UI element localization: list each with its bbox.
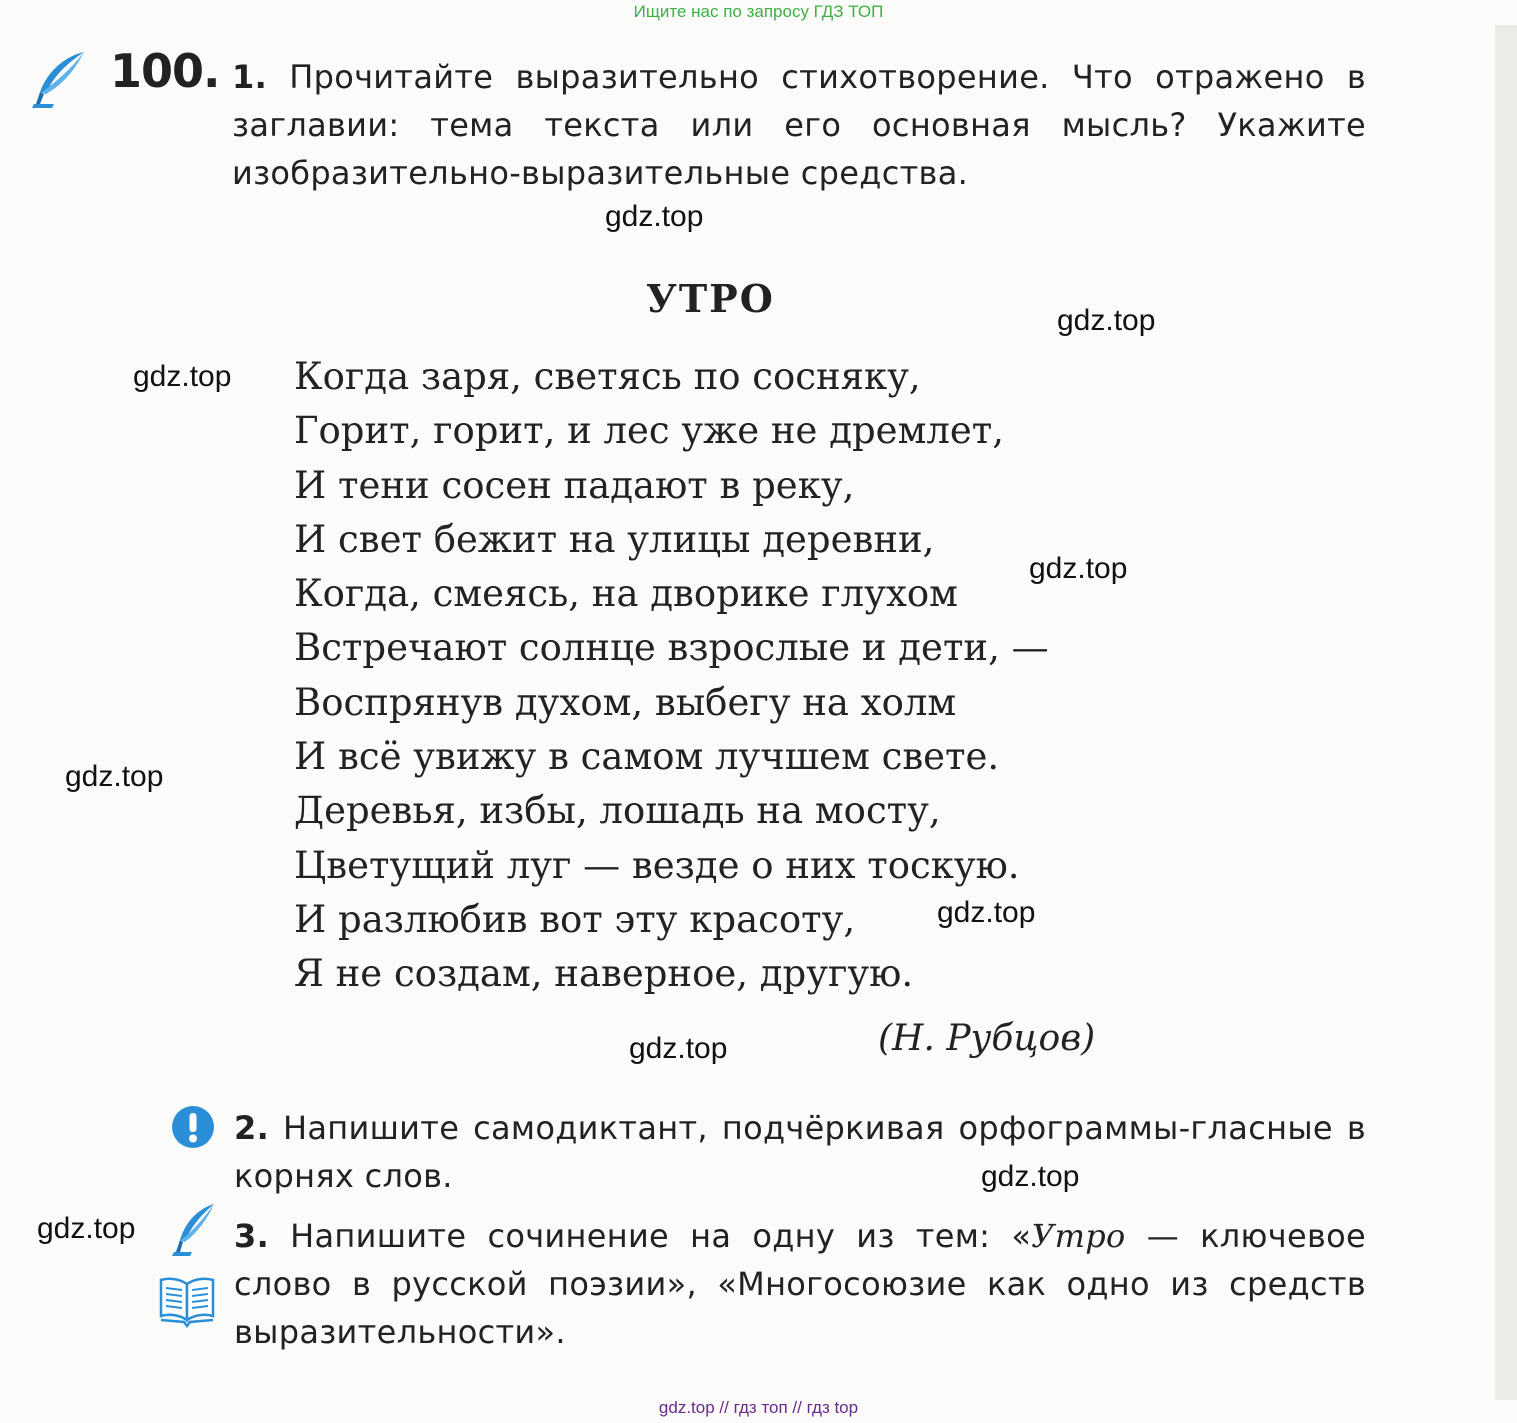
task-1-text: Прочитайте выразительно стихотворение. Что отражено в заглавии: тема текста или его основная мысль? Укажите изобразительно-выразительные средства.	[232, 58, 1366, 192]
task-2-text: Напишите самодиктант, подчёркивая орфограммы-гласные в корнях слов.	[234, 1109, 1366, 1195]
watermark: gdz.top	[133, 360, 232, 393]
watermark: gdz.top	[1057, 304, 1156, 337]
watermark: gdz.top	[65, 760, 164, 793]
watermark: gdz.top	[37, 1212, 136, 1245]
task-3-text-before: Напишите сочинение на одну из тем: «	[290, 1217, 1032, 1255]
poem-title: УТРО	[646, 276, 775, 321]
poem-line: Когда, смеясь, на дворике глухом	[294, 572, 958, 616]
task-3-number: 3.	[234, 1217, 270, 1255]
task-3	[234, 1212, 1366, 1356]
poem-line: Деревья, избы, лошадь на мосту,	[294, 789, 941, 833]
watermark: gdz.top	[629, 1032, 728, 1065]
poem-line: Когда заря, светясь по сосняку,	[294, 355, 921, 398]
poem-line: И всё увижу в самом лучшем свете.	[294, 735, 1000, 779]
poem-line: И свет бежит на улицы деревни,	[294, 517, 935, 561]
task-1-number: 1.	[232, 58, 268, 96]
poem-line: Цветущий луг — везде о них тоскую.	[294, 843, 1020, 887]
poem-line: Горит, горит, и лес уже не дремлет,	[294, 409, 1004, 453]
exclamation-icon	[171, 1105, 215, 1149]
poem-author: (Н. Рубцов)	[878, 1018, 1096, 1059]
poem-line: Я не создам, наверное, другую.	[294, 952, 914, 996]
poem	[294, 350, 1049, 1002]
top-banner[interactable]: Ищите нас по запросу ГДЗ ТОП	[633, 2, 884, 21]
poem-line: И разлюбив вот эту красоту,	[294, 897, 856, 941]
quill-pen-icon	[168, 1202, 218, 1260]
task-1	[232, 53, 1366, 197]
bottom-banner[interactable]: gdz.top // гдз топ // гдз top	[658, 1398, 859, 1417]
poem-line: И тени сосен падают в реку,	[294, 463, 855, 507]
watermark: gdz.top	[605, 200, 704, 233]
task-2-number: 2.	[234, 1109, 270, 1147]
watermark: gdz.top	[937, 896, 1036, 929]
watermark: gdz.top	[1029, 552, 1128, 585]
open-book-icon	[158, 1276, 216, 1328]
watermark: gdz.top	[981, 1160, 1080, 1193]
task-3-text-after: — ключевое слово в русской поэзии», «Многосоюзие как одно из средств выразительности».	[234, 1217, 1366, 1351]
task-3-italic-word: Утро	[1031, 1217, 1126, 1255]
exercise-number: 100.	[110, 44, 220, 98]
task-2	[234, 1104, 1366, 1200]
poem-line: Встречают солнце взрослые и дети, —	[294, 626, 1049, 670]
page-edge	[1495, 25, 1517, 1400]
poem-line: Воспрянув духом, выбегу на холм	[294, 680, 957, 724]
quill-pen-icon	[26, 48, 90, 112]
